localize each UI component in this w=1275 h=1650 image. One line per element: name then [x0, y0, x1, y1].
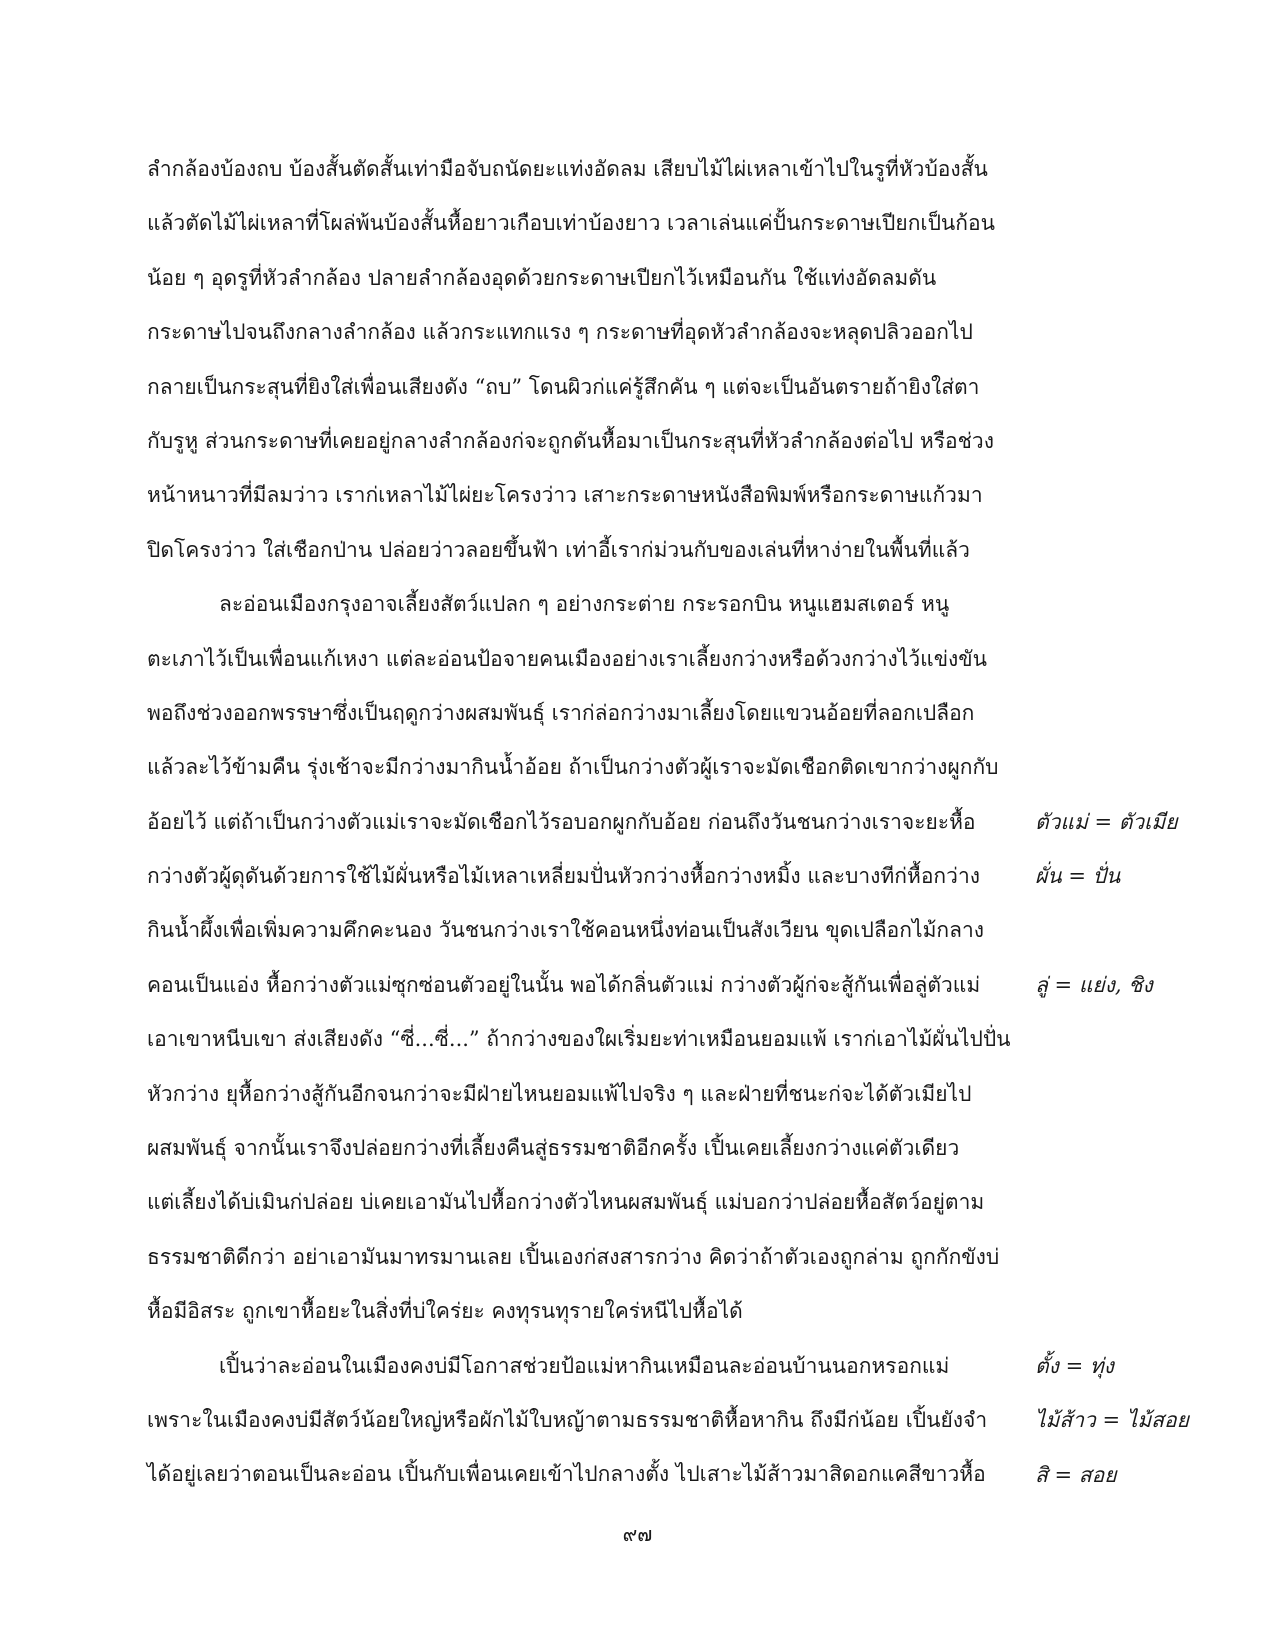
text-line: แต่เลี้ยงได้บ่เมินก่ปล่อย บ่เคยเอามันไปหื้อกว่างตัวไหนผสมพันธุ์ แม่บอกว่าปล่อยหื้อสัตว์อยู่ตาม [147, 1190, 985, 1215]
text-line: น้อย ๆ อุดรูที่หัวลำกล้อง ปลายลำกล้องอุดด้วยกระดาษเปียกไว้เหมือนกัน ใช้แท่งอัดลมดัน [147, 265, 937, 290]
margin-note: ลู่ = แย่ง, ชิง [1035, 973, 1153, 998]
text-line: กับรูหู ส่วนกระดาษที่เคยอยู่กลางลำกล้องก่จะถูกดันหื้อมาเป็นกระสุนที่หัวลำกล้องต่อไป หรือช่วง [147, 428, 994, 453]
body-text [147, 142, 1011, 1502]
text-line: ได้อยู่เลยว่าตอนเป็นละอ่อน เปิ้นกับเพื่อนเคยเข้าไปกลางตั้ง ไปเสาะไม้ส้าวมาสิดอกแคสีขาวหื้อ [147, 1462, 986, 1487]
margin-note: ไม้ส้าว = ไม้สอย [1035, 1408, 1189, 1433]
text-line: แล้วละไว้ข้ามคืน รุ่งเช้าจะมีกว่างมากินน้ำอ้อย ถ้าเป็นกว่างตัวผู้เราจะมัดเชือกติดเขากว่างผูกกับ [147, 755, 999, 780]
text-line: ละอ่อนเมืองกรุงอาจเลี้ยงสัตว์แปลก ๆ อย่างกระต่าย กระรอกบิน หนูแฮมสเตอร์ หนู [219, 592, 950, 617]
text-line: ลำกล้องบ้องถบ บ้องสั้นตัดสั้นเท่ามือจับถนัดยะแท่งอัดลม เสียบไม้ไผ่เหลาเข้าไปในรูที่หัวบ้องสั้น [147, 157, 988, 181]
text-line: กินน้ำผึ้งเพื่อเพิ่มความคึกคะนอง วันชนกว่างเราใช้คอนหนึ่งท่อนเป็นสังเวียน ขุดเปลือกไม้กลาง [147, 918, 985, 943]
text-line: หัวกว่าง ยุหื้อกว่างสู้กันอีกจนกว่าจะมีฝ่ายไหนยอมแพ้ไปจริง ๆ และฝ่ายที่ชนะก่จะได้ตัวเมียไป [147, 1081, 972, 1106]
text-line: ธรรมชาติดีกว่า อย่าเอามันมาทรมานเลย เปิ้นเองก่สงสารกว่าง คิดว่าถ้าตัวเองถูกล่าม ถูกกักขังบ่ [147, 1244, 1000, 1269]
text-line: แล้วตัดไม้ไผ่เหลาที่โผล่พ้นบ้องสั้นหื้อยาวเกือบเท่าบ้องยาว เวลาเล่นแค่ปั้นกระดาษเปียกเป็นก้อน [147, 211, 995, 236]
text-line: เพราะในเมืองคงบ่มีสัตว์น้อยใหญ่หรือผักไม้ใบหญ้าตามธรรมชาติหื้อหากิน ถึงมีก่น้อย เปิ้นยังจำ [147, 1407, 988, 1432]
text-line: หื้อมีอิสระ ถูกเขาหื้อยะในสิ่งที่บ่ใคร่ยะ คงทุรนทุรายใคร่หนีไปหื้อได้ [147, 1299, 743, 1324]
text-line: อ้อยไว้ แต่ถ้าเป็นกว่างตัวแม่เราจะมัดเชือกไว้รอบอกผูกกับอ้อย ก่อนถึงวันชนกว่างเราจะยะหื้อ [147, 809, 976, 834]
text-line: ปิดโครงว่าว ใส่เชือกป่าน ปล่อยว่าวลอยขึ้นฟ้า เท่าอี้เราก่ม่วนกับของเล่นที่หาง่ายในพื้นที่แล้ว [147, 537, 970, 562]
text-line: เปิ้นว่าละอ่อนในเมืองคงบ่มีโอกาสช่วยป้อแม่หากินเหมือนละอ่อนบ้านนอกหรอกแม่ [219, 1353, 950, 1378]
text-line: กว่างตัวผู้ดุดันด้วยการใช้ไม้ผั่นหรือไม้เหลาเหลี่ยมปั่นหัวกว่างหื้อกว่างหมิ้ง และบางทีก่หื้อกว่าง [147, 864, 980, 889]
text-line: พอถึงช่วงออกพรรษาซึ่งเป็นฤดูกว่างผสมพันธุ์ เราก่ล่อกว่างมาเลี้ยงโดยแขวนอ้อยที่ลอกเปลือก [147, 700, 975, 725]
text-line: ตะเภาไว้เป็นเพื่อนแก้เหงา แต่ละอ่อนป้อจายคนเมืองอย่างเราเลี้ยงกว่างหรือด้วงกว่างไว้แข่งขัน [147, 646, 988, 671]
text-line: หน้าหนาวที่มีลมว่าว เราก่เหลาไม้ไผ่ยะโครงว่าว เสาะกระดาษหนังสือพิมพ์หรือกระดาษแก้วมา [147, 483, 983, 508]
page-number: ๙๗ [622, 1522, 653, 1546]
margin-note: ผั่น = ปั่น [1035, 864, 1121, 889]
text-line: กลายเป็นกระสุนที่ยิงใส่เพื่อนเสียงดัง “ถบ” โดนผิวก่แค่รู้สึกคัน ๆ แต่จะเป็นอันตรายถ้ายิงใส่ตา [147, 374, 980, 399]
text-line: คอนเป็นแอ่ง หื้อกว่างตัวแม่ซุกซ่อนตัวอยู่ในนั้น พอได้กลิ่นตัวแม่ กว่างตัวผู้ก่จะสู้กันเพื่อลู่ตัวแม่ [147, 972, 981, 997]
margin-note: ตั้ง = ทุ่ง [1035, 1354, 1114, 1378]
margin-note: สิ = สอย [1035, 1462, 1117, 1487]
text-line: ผสมพันธุ์ จากนั้นเราจึงปล่อยกว่างที่เลี้ยงคืนสู่ธรรมชาติอีกครั้ง เปิ้นเคยเลี้ยงกว่างแค่ตัวเดียว [147, 1136, 960, 1161]
text-line: กระดาษไปจนถึงกลางลำกล้อง แล้วกระแทกแรง ๆ กระดาษที่อุดหัวลำกล้องจะหลุดปลิวออกไป [147, 320, 973, 345]
margin-note: ตัวแม่ = ตัวเมีย [1035, 810, 1178, 834]
text-line: เอาเขาหนีบเขา ส่งเสียงดัง “ซี่...ซี่...” ถ้ากว่างของใผเริ่มยะท่าเหมือนยอมแพ้ เราก่เอาไม้ผั่นไปปั่น [147, 1027, 1011, 1052]
